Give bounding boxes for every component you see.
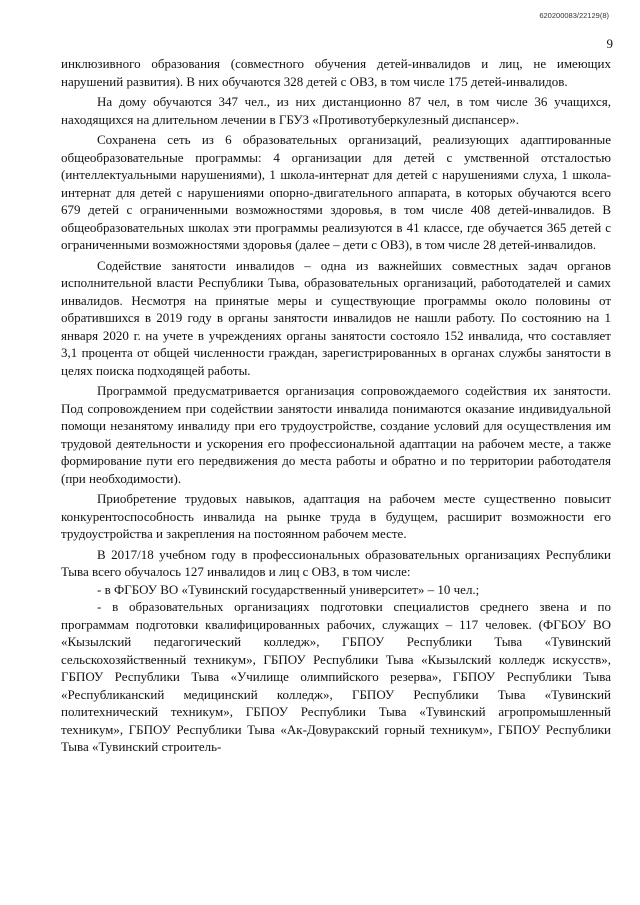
- paragraph-organization-network: Сохранена сеть из 6 образовательных организаций, реализующих адаптированные общеобразовательные программы: 4 организации для детей с умственной отсталостью (интеллектуальными нарушениями), 1 школа-интернат для детей с нарушениями слуха, 1 школа-интернат для детей с нарушениями опорно-двигательного аппарата, в которых обучаются всего 679 детей с ограниченными возможностями здоровья, в том числе 408 детей-инвалидов. В общеобразовательных школах эти программы реализуются в 41 классе, где обучается 365 детей с ограниченными возможностями здоровья (далее – дети с ОВЗ), в том числе 28 детей-инвалидов.: [61, 132, 611, 252]
- list-item-colleges: - в образовательных организациях подготовки специалистов среднего звена и по программам подготовки квалифицированных рабочих, служащих – 117 человек. (ФГБОУ ВО «Кызылский педагогический колледж», ГБПОУ Республики Тыва «Тувинский сельскохозяйственный техникум», ГБПОУ Республики Тыва «Кызылский колледж искусств», ГБПОУ Республики Тыва «Училище олимпийского резерва», ГБПОУ Республики Тыва «Республиканский медицинский колледж», ГБПОУ Республики Тыва «Тувинский политехнический техникум», ГБПОУ Республики Тыва «Тувинский агропромышленный техникум», ГБПОУ Республики Тыва «Ак-Довуракский горный техникум», ГБПОУ Республики Тыва «Тувинский строитель-: [61, 599, 611, 754]
- document-id: 620200083/22129(8): [539, 11, 609, 20]
- paragraph-inclusive-education: инклюзивного образования (совместного обучения детей-инвалидов и лиц, не имеющих нарушений развития). В них обучаются 328 детей с ОВЗ, в том числе 175 детей-инвалидов.: [61, 56, 611, 89]
- paragraph-home-schooling: На дому обучаются 347 чел., из них дистанционно 87 чел, в том числе 36 учащихся, находящихся на длительном лечении в ГБУЗ «Противотуберкулезный диспансер».: [61, 94, 611, 127]
- paragraph-employment: Содействие занятости инвалидов – одна из важнейших совместных задач органов исполнительной власти Республики Тыва, образовательных организаций, работодателей и самих инвалидов. Несмотря на принятые меры и существующие программы около половины от обратившихся в 2019 году в органы занятости инвалидов не нашли работу. По состоянию на 1 января 2020 г. на учете в учреждениях органы занятости состояло 152 инвалида, что составляет 3,1 процента от общей численности граждан, зарегистрированных в органах службы занятости в целях поиска подходящей работы.: [61, 257, 611, 378]
- paragraph-program: Программой предусматривается организация сопровождаемого содействия их занятости. Под сопровождением при содействии занятости инвалида понимаются оказание индивидуальной помощи незанятому инвалиду при его трудоустройстве, создание условий для осуществления им трудовой деятельности и ускорения его профессиональной адаптации на рабочем месте, а также формирование пути его передвижения до места работы и обратно и по территории работодателя (при необходимости).: [61, 383, 611, 486]
- paragraph-skills: Приобретение трудовых навыков, адаптация на рабочем месте существенно повысит конкурентоспособность инвалида на рынке труда в будущем, расширит возможности его трудоустройства и закрепления на постоянном рабочем месте.: [61, 491, 611, 541]
- document-body: [61, 55, 611, 756]
- list-item-university: - в ФГБОУ ВО «Тувинский государственный университет» – 10 чел.;: [97, 581, 480, 597]
- page-number: 9: [606, 36, 613, 51]
- paragraph-professional-education: В 2017/18 учебном году в профессиональных образовательных организациях Республики Тыва всего обучалось 127 инвалидов и лиц с ОВЗ, в том числе:: [61, 546, 611, 579]
